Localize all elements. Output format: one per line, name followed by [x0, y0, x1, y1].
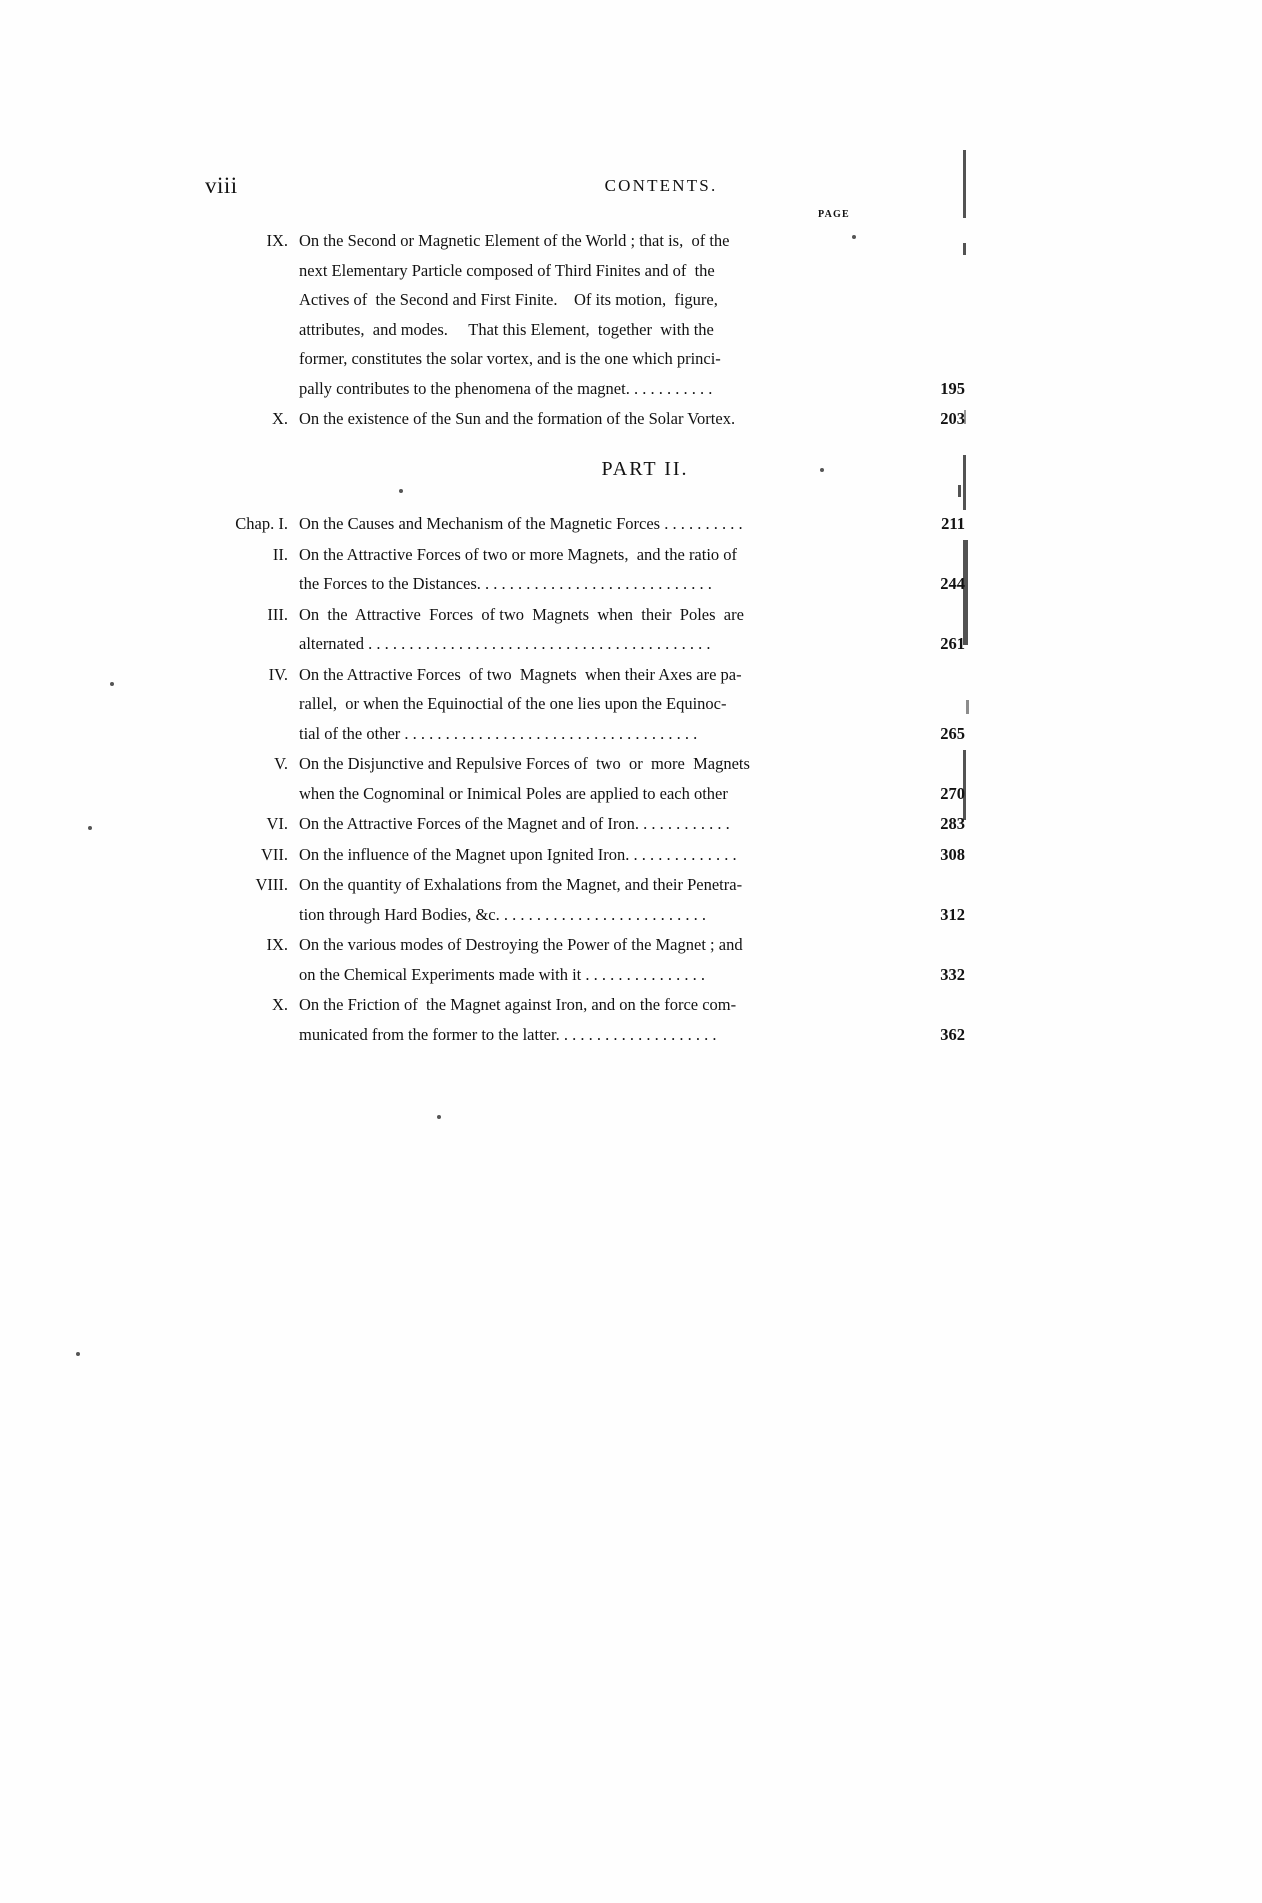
- scan-speck: [76, 1352, 80, 1356]
- scan-speck: [110, 682, 114, 686]
- toc-entry-line: [299, 540, 855, 570]
- toc-entry[interactable]: [205, 870, 965, 929]
- toc-page-number: 332: [940, 964, 965, 984]
- page-folio: viii: [205, 173, 238, 198]
- toc-entry-body: [299, 870, 965, 929]
- toc-entry-line: [299, 315, 855, 345]
- toc-entry-line: [299, 569, 965, 599]
- toc-entry-number: X.: [271, 995, 288, 1014]
- toc-entry-number: IX.: [266, 935, 288, 954]
- toc-entry-line: [299, 226, 855, 256]
- toc-line-text: alternated . . . . . . . . . . . . . . . . . . . . . . . . . . . . . . . . . . . . . . . . . .: [299, 634, 711, 653]
- toc-entry-body: [299, 404, 965, 434]
- toc-entry-number: IX.: [266, 231, 288, 250]
- toc-line-text: on the Chemical Experiments made with it . . . . . . . . . . . . . . .: [299, 964, 706, 984]
- toc-entry-body: [299, 509, 965, 539]
- toc-page-number: 270: [940, 783, 965, 803]
- toc-page-number: 308: [940, 844, 965, 864]
- toc-entry-body: [299, 840, 965, 870]
- toc-entry-line: [299, 809, 965, 839]
- toc-entry[interactable]: [205, 540, 965, 599]
- toc-entry-number: V.: [274, 754, 288, 773]
- toc-block-part-two: [205, 509, 965, 1050]
- toc-page-number: 203: [940, 409, 965, 428]
- toc-line-text: attributes, and modes. That this Element, together with the: [299, 319, 714, 339]
- scan-artifact: [963, 243, 966, 255]
- toc-line-text: On the Attractive Forces of two or more Magnets, and the ratio of: [299, 544, 738, 564]
- toc-entry-line: [299, 900, 965, 930]
- toc-line-text: next Elementary Particle composed of Third Finites and of the: [299, 260, 715, 280]
- scan-speck: [437, 1115, 441, 1119]
- toc-entry-line: [299, 600, 855, 630]
- toc-entry-number: Chap. I.: [235, 514, 288, 533]
- toc-line-text: tial of the other . . . . . . . . . . . . . . . . . . . . . . . . . . . . . . . . . . . .: [299, 723, 698, 743]
- toc-entry[interactable]: [205, 930, 965, 989]
- toc-line-text: On the Second or Magnetic Element of the World ; that is, of the: [299, 231, 730, 250]
- toc-line-text: rallel, or when the Equinoctial of the one lies upon the Equinoc-: [299, 694, 727, 713]
- scan-artifact: [958, 485, 961, 497]
- toc-entry-number: III.: [267, 604, 288, 624]
- scan-speck: [399, 489, 403, 493]
- toc-line-text: On the various modes of Destroying the Power of the Magnet ; and: [299, 935, 743, 954]
- toc-line-text: the Forces to the Distances. . . . . . . . . . . . . . . . . . . . . . . . . . . . .: [299, 574, 712, 593]
- toc-line-text: former, constitutes the solar vortex, and is the one which princi-: [299, 349, 721, 368]
- toc-entry-number: VIII.: [255, 875, 288, 894]
- toc-entry[interactable]: [205, 990, 965, 1049]
- toc-entry[interactable]: [205, 509, 965, 539]
- toc-entry-line: [299, 509, 965, 539]
- running-head: CONTENTS.: [604, 176, 718, 195]
- toc-page-number: 312: [940, 904, 965, 924]
- toc-entry-line: [299, 285, 855, 315]
- toc-page-number: 261: [940, 634, 965, 653]
- toc-entry-line: [299, 960, 965, 990]
- toc-entry[interactable]: [205, 404, 965, 434]
- toc-line-text: pally contributes to the phenomena of the magnet. . . . . . . . . . .: [299, 378, 713, 398]
- toc-entry[interactable]: [205, 600, 965, 659]
- toc-line-text: On the Disjunctive and Repulsive Forces of two or more Magnets: [299, 754, 750, 773]
- toc-entry-body: [299, 930, 965, 989]
- toc-entry-number: VI.: [266, 814, 288, 833]
- toc-entry-line: [299, 719, 965, 749]
- toc-page-number: 211: [941, 514, 965, 533]
- part-heading: PART II.: [601, 458, 689, 480]
- toc-entry-body: [299, 226, 965, 403]
- toc-line-text: On the existence of the Sun and the formation of the Solar Vortex.: [299, 409, 736, 428]
- toc-entry-line: [299, 779, 965, 809]
- toc-entry-line: [299, 1020, 965, 1050]
- page-column-label: PAGE: [818, 209, 850, 220]
- toc-line-text: On the influence of the Magnet upon Ignited Iron. . . . . . . . . . . . . .: [299, 844, 737, 864]
- toc-entry-body: [299, 809, 965, 839]
- toc-entry[interactable]: [205, 226, 965, 403]
- toc-line-text: On the Attractive Forces of two Magnets when their Axes are pa-: [299, 664, 742, 684]
- toc-entry-line: [299, 404, 965, 434]
- toc-entry-number: X.: [271, 409, 288, 428]
- toc-page-number: 362: [940, 1024, 965, 1044]
- toc-entry-line: [299, 344, 855, 374]
- toc-entry-body: [299, 660, 965, 749]
- toc-entry-line: [299, 660, 855, 690]
- toc-entry-number: VII.: [260, 844, 288, 864]
- toc-line-text: municated from the former to the latter. . . . . . . . . . . . . . . . . . . .: [299, 1024, 717, 1044]
- toc-line-text: On the Attractive Forces of two Magnets when their Poles are: [299, 604, 744, 624]
- toc-entry-line: [299, 870, 855, 900]
- toc-entry-body: [299, 540, 965, 599]
- toc-entry-body: [299, 990, 965, 1049]
- toc-entry-body: [299, 749, 965, 808]
- toc-block-part-one: [205, 226, 965, 435]
- toc-line-text: On the Attractive Forces of the Magnet and of Iron. . . . . . . . . . . .: [299, 814, 730, 833]
- toc-entry-body: [299, 600, 965, 659]
- toc-entry-line: [299, 689, 855, 719]
- toc-entry-line: [299, 256, 855, 286]
- toc-entry-number: IV.: [268, 664, 288, 684]
- toc-page-number: 244: [940, 574, 965, 593]
- toc-entry-line: [299, 930, 855, 960]
- toc-entry-line: [299, 749, 855, 779]
- toc-line-text: On the quantity of Exhalations from the Magnet, and their Penetra-: [299, 875, 743, 894]
- toc-page-number: 283: [940, 814, 965, 833]
- toc-entry-line: [299, 629, 965, 659]
- toc-page-number: 265: [940, 723, 965, 743]
- toc-entry[interactable]: [205, 809, 965, 839]
- toc-line-text: On the Friction of the Magnet against Iron, and on the force com-: [299, 995, 737, 1014]
- scan-artifact: [966, 700, 969, 714]
- toc-entry-number: II.: [272, 544, 288, 564]
- toc-page-number: 195: [940, 378, 965, 398]
- toc-line-text: Actives of the Second and First Finite. Of its motion, figure,: [299, 290, 718, 309]
- toc-entry-line: [299, 990, 855, 1020]
- scan-speck: [88, 826, 92, 830]
- toc-entry[interactable]: [205, 660, 965, 749]
- toc-entry-line: [299, 840, 965, 870]
- toc-line-text: when the Cognominal or Inimical Poles are applied to each other: [299, 783, 728, 803]
- toc-entry[interactable]: [205, 749, 965, 808]
- toc-line-text: On the Causes and Mechanism of the Magnetic Forces . . . . . . . . . .: [299, 514, 743, 533]
- toc-entry[interactable]: [205, 840, 965, 870]
- toc-entry-line: [299, 374, 965, 404]
- toc-line-text: tion through Hard Bodies, &c. . . . . . . . . . . . . . . . . . . . . . . . . .: [299, 904, 706, 924]
